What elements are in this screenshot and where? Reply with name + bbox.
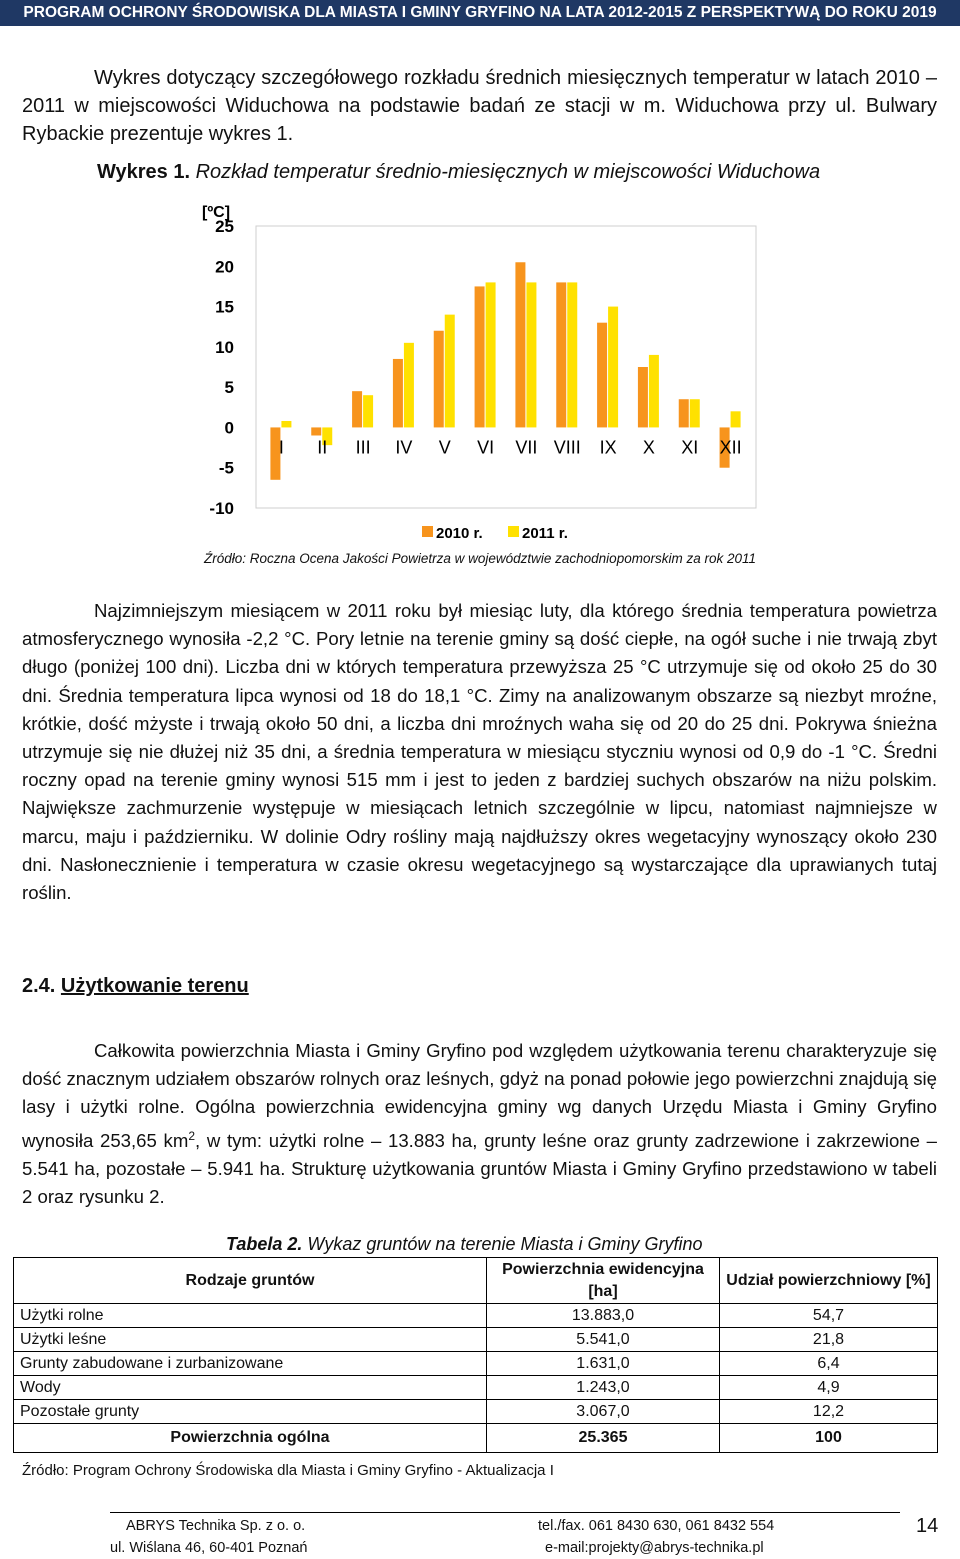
bar-2010-vii <box>515 262 525 427</box>
page-number: 14 <box>916 1515 939 1537</box>
page-header: PROGRAM OCHRONY ŚRODOWISKA DLA MIASTA I GMINY GRYFINO NA LATA 2012-2015 Z PERSPEKTYWĄ DO ROKU 2019 <box>0 0 960 26</box>
cell-area: 3.067,0 <box>487 1400 720 1424</box>
intro-paragraph: Wykres dotyczący szczegółowego rozkładu średnich miesięcznych temperatur w latach 2010 – 2011 w miejscowości Widuchowa na podstawie badań ze stacji w m. Widuchowa przy ul. Bulwary Rybackie prezentuje wykres 1. <box>22 67 937 145</box>
legend-label: 2010 r. <box>436 525 483 542</box>
x-tick-label: IV <box>395 437 413 458</box>
header-land-type: Rodzaje gruntów <box>14 1258 487 1304</box>
bar-2011-xi <box>690 399 700 427</box>
section-title: Użytkowanie terenu <box>60 975 249 997</box>
temperature-chart <box>196 196 768 546</box>
header-area: Powierzchnia ewidencyjna [ha] <box>487 1258 720 1304</box>
bar-2010-xi <box>679 399 689 427</box>
table-row <box>14 1352 938 1376</box>
x-tick-label: III <box>355 437 371 458</box>
bar-2010-ii <box>311 427 321 435</box>
bar-2010-x <box>638 367 648 427</box>
cell-area: 1.243,0 <box>487 1376 720 1400</box>
y-tick-label: 10 <box>215 337 234 357</box>
table-row <box>14 1376 938 1400</box>
bar-2011-x <box>649 355 659 428</box>
footer-company: ABRYS Technika Sp. z o. o. <box>126 1518 306 1534</box>
bar-2011-vi <box>486 282 496 427</box>
cell-land-type: Użytki rolne <box>14 1304 487 1328</box>
bar-2011-viii <box>567 282 577 427</box>
table-header-row <box>14 1258 938 1304</box>
x-tick-label: IX <box>599 437 617 458</box>
footer-email: e-mail:projekty@abrys-technika.pl <box>545 1540 764 1556</box>
x-tick-label: I <box>278 437 284 458</box>
table-caption-text: Wykaz gruntów na terenie Miasta i Gminy Gryfino <box>307 1234 703 1254</box>
bar-2010-iv <box>393 359 403 427</box>
x-tick-label: V <box>438 437 451 458</box>
total-label: Powierzchnia ogólna <box>14 1424 487 1453</box>
section-number: 2.4. <box>22 975 56 997</box>
bar-2011-vii <box>526 282 536 427</box>
legend-swatch <box>508 526 519 537</box>
total-area: 25.365 <box>487 1424 720 1453</box>
table-row <box>14 1304 938 1328</box>
cell-land-type: Grunty zabudowane i zurbanizowane <box>14 1352 487 1376</box>
bar-2011-xii <box>731 411 741 427</box>
cell-land-type: Wody <box>14 1376 487 1400</box>
y-tick-label: -10 <box>209 499 234 518</box>
legend-label: 2011 r. <box>522 525 568 542</box>
x-tick-label: VIII <box>553 437 581 458</box>
y-axis-label: [ºC] <box>202 204 231 221</box>
bar-2010-v <box>434 331 444 428</box>
bar-2011-iv <box>404 343 414 428</box>
bar-2011-v <box>445 315 455 428</box>
cell-area: 1.631,0 <box>487 1352 720 1376</box>
y-tick-label: 25 <box>215 217 234 236</box>
cell-share: 4,9 <box>720 1376 938 1400</box>
land-use-table <box>13 1257 938 1453</box>
bar-2011-iii <box>363 395 373 427</box>
cell-share: 12,2 <box>720 1400 938 1424</box>
bar-2010-vi <box>475 286 485 427</box>
table-caption <box>226 1234 703 1255</box>
figure-label: Wykres 1. <box>97 161 191 183</box>
footer-divider <box>110 1512 900 1513</box>
cell-share: 6,4 <box>720 1352 938 1376</box>
table-label: Tabela 2. <box>226 1234 303 1254</box>
cell-share: 54,7 <box>720 1304 938 1328</box>
legend-swatch <box>422 526 433 537</box>
y-tick-label: 5 <box>224 378 234 398</box>
x-tick-label: XI <box>681 437 699 458</box>
footer-phone: tel./fax. 061 8430 630, 061 8432 554 <box>538 1518 775 1534</box>
land-text-1: Całkowita powierzchnia Miasta i Gminy Gryfino pod względem użytkowania terenu charakteryzuje się dość znacznym udziałem obszarów rolnych oraz leśnych, gdyż na ponad połowie jego powierzchni znajdują się lasy i użytki rolne. Ogólna powierzchnia ewidencyjna gminy wg danych Urzędu Miasta i Gminy Gryfino wynosiła 253,65 km <box>22 1040 937 1151</box>
table-row <box>14 1400 938 1424</box>
y-tick-label: -5 <box>218 458 234 478</box>
figure-source: Źródło: Roczna Ocena Jakości Powietrza w województwie zachodniopomorskim za rok 2011 <box>204 551 756 566</box>
bar-2010-viii <box>556 282 566 427</box>
cell-area: 13.883,0 <box>487 1304 720 1328</box>
superscript: 2 <box>188 1128 196 1143</box>
cell-land-type: Użytki leśne <box>14 1328 487 1352</box>
bar-2010-ix <box>597 323 607 428</box>
y-tick-label: 0 <box>224 418 234 438</box>
y-tick-label: 15 <box>215 297 234 317</box>
header-share: Udział powierzchniowy [%] <box>720 1258 938 1304</box>
total-share: 100 <box>720 1424 938 1453</box>
x-tick-label: II <box>317 437 328 458</box>
land-text-2: , w tym: użytki rolne – 13.883 ha, grunty leśne oraz grunty zadrzewione i zakrzewione – 5.541 ha, pozostałe – 5.941 ha. Strukturę użytkowania gruntów Miasta i Gminy Gryfino przedstawiono w tabeli 2 oraz rysunku 2. <box>22 1129 937 1208</box>
table-row <box>14 1328 938 1352</box>
figure-caption <box>97 161 820 184</box>
figure-title: Rozkład temperatur średnio-miesięcznych w miejscowości Widuchowa <box>195 161 821 183</box>
section-heading <box>22 975 249 998</box>
y-tick-label: 20 <box>215 257 234 277</box>
table-source: Źródło: Program Ochrony Środowiska dla Miasta i Gminy Gryfino - Aktualizacja I <box>22 1462 554 1479</box>
bar-2011-i <box>281 421 291 427</box>
climate-paragraph: Najzimniejszym miesiącem w 2011 roku był miesiąc luty, dla którego średnia temperatura powietrza atmosferycznego wynosiła -2,2 °C. Pory letnie na terenie gminy są dość ciepłe, na ogół suche i nie trwają zbyt długo (poniżej 100 dni). Liczba dni w których temperatura przewyższa 25 °C utrzymuje się od około 25 do 30 dni. Średnia temperatura lipca wynosi od 18 do 18,1 °C. Zimy na analizowanym obszarze są niezbyt mroźne, krótkie, dość mżyste i trwają około 50 dni, a liczba dni mroźnych waha się od 20 do 25 dni. Pokrywa śnieżna utrzymuje się nie dłużej niż 35 dni, a średnia temperatura w miesiącu styczniu wynosi od 0,9 do -1 °C. Średni roczny opad na terenie gminy wynosi 515 mm i jest to jeden z bardziej suchych obszarów na niżu polskim. Największe zachmurzenie występuje w miesiącach letnich szczególnie w lipcu, natomiast najmniejsze w marcu, maju i październiku. W dolinie Odry rośliny mają najdłuższy okres wegetacyjny wynoszący około 230 dni. Nasłonecznienie i temperatura w czasie okresu wegetacyjnego są wystarczające dla uprawianych tutaj roślin. <box>22 600 937 904</box>
x-tick-label: X <box>642 437 655 458</box>
table-total-row <box>14 1424 938 1453</box>
footer-address: ul. Wiślana 46, 60-401 Poznań <box>110 1540 308 1556</box>
land-use-paragraph <box>22 1037 937 1211</box>
bar-2010-iii <box>352 391 362 427</box>
plot-area <box>256 226 756 508</box>
cell-land-type: Pozostałe grunty <box>14 1400 487 1424</box>
x-tick-label: VII <box>515 437 538 458</box>
x-tick-label: XII <box>719 437 742 458</box>
cell-area: 5.541,0 <box>487 1328 720 1352</box>
cell-share: 21,8 <box>720 1328 938 1352</box>
bar-2011-ix <box>608 307 618 428</box>
x-tick-label: VI <box>477 437 495 458</box>
